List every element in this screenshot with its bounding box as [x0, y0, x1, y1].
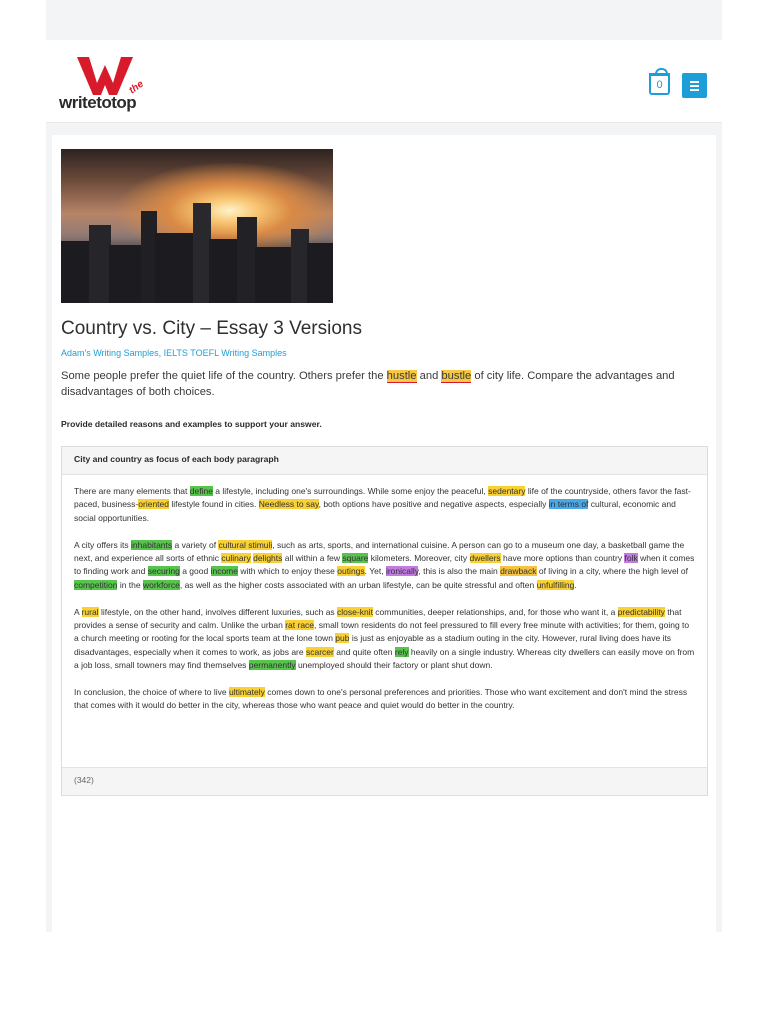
vocab-highlight: securing [147, 566, 180, 577]
vocab-highlight: Needless to say [258, 499, 319, 510]
article [52, 135, 716, 932]
vocab-highlight: close-knit [337, 606, 373, 617]
vocab-highlight: square [342, 553, 369, 564]
vocab-highlight: dwellers [469, 553, 501, 564]
vocab-highlight: pub [335, 633, 350, 644]
site-logo[interactable] [59, 55, 155, 115]
logo-the: the [127, 78, 146, 97]
vocab-highlight: culinary [221, 553, 251, 564]
page-title: Country vs. City – Essay 3 Versions [61, 318, 362, 339]
vocab-highlight: rat race [285, 620, 315, 631]
site-header [46, 40, 722, 123]
highlight-hustle: hustle [386, 370, 417, 382]
vocab-highlight: scarcer [305, 646, 334, 657]
vocab-highlight: ultimately [228, 687, 265, 698]
essay-prompt: Some people prefer the quiet life of the country. Others prefer the hustle and bustle of city life. Compare the advantages and disadvantages of both choices. [61, 370, 675, 398]
essay-heading: City and country as focus of each body paragraph [62, 447, 707, 475]
vocab-highlight: predictability [617, 606, 665, 617]
cart-count: 0 [656, 79, 663, 91]
vocab-highlight: permanently [248, 660, 296, 671]
post-categories[interactable]: Adam's Writing Samples, IELTS TOEFL Writing Samples [61, 348, 287, 358]
essay-paragraph: A city offers its inhabitants a variety of cultural stimuli, such as arts, sports, and international cuisine. A person can go to a museum one day, a basketball game the next, and experience all sorts of ethnic culinary delights all within a few square kilometers. Moreover, city dwellers have more options than country folk when it comes to finding work and securing a good income with which to enjoy these outings. Yet, ironically, this is also the main drawback of living in a city, where the high level of competition in the workforce, as well as the higher costs associated with an urban lifestyle, can be quite stressful and often unfulfilling. [74, 539, 695, 590]
vocab-highlight: cultural stimuli [218, 539, 273, 550]
essay-paragraph: In conclusion, the choice of where to live ultimately comes down to one's personal preferences and priorities. Those who want excitement and don't mind the stress that comes with it would do better in the city, whereas those who want peace and quiet would do better in the country. [74, 687, 688, 711]
word-count: (342) [62, 767, 707, 795]
vocab-highlight: income [210, 566, 238, 577]
featured-image [61, 149, 333, 303]
instruction-text: Provide detailed reasons and examples to support your answer. [61, 419, 322, 429]
vocab-highlight: in terms of [548, 499, 589, 510]
essay-paragraph: A rural lifestyle, on the other hand, involves different luxuries, such as close-knit communities, deeper relationships, and, for those who want it, a predictability that provides a sense of security and calm. Unlike the urban rat race, small town residents do not feel pressured to fill every free minute with activities; for them, going to a church meeting or rooting for the local sports team at the lone town pub is just as enjoyable as a stadium outing in the city. However, rural living does have its disadvantages, especially when it comes to work, as jobs are scarcer and quite often rely heavily on a single industry. Whereas city dwellers can easily move on from a job loss, small towners may find themselves permanently unemployed should their factory or plant shut down. [74, 606, 695, 671]
vocab-highlight: define [189, 486, 213, 496]
vocab-highlight: rural [81, 606, 99, 617]
vocab-highlight: sedentary [488, 486, 526, 496]
vocab-highlight: rely [394, 646, 409, 657]
logo-wordmark: writetotop [59, 93, 137, 112]
vocab-highlight: outings [337, 566, 365, 577]
essay-box [61, 446, 708, 796]
vocab-highlight: drawback [500, 566, 537, 577]
cart-button[interactable] [649, 73, 670, 95]
vocab-highlight: folk [624, 553, 638, 564]
vocab-highlight: workforce [143, 579, 180, 590]
vocab-highlight: unfulfilling [536, 579, 575, 590]
vocab-highlight: competition [74, 579, 118, 590]
essay-paragraph: There are many elements that define a lifestyle, including one's surroundings. While some enjoy the peaceful, sedentary life of the countryside, others favor the fast-paced, business-oriented lifestyle found in cities. Needless to say, both options have positive and negative aspects, especially in terms of cultural, economic and social opportunities. [74, 486, 691, 523]
vocab-highlight: ironically [385, 566, 419, 577]
menu-button[interactable] [682, 73, 707, 98]
vocab-highlight: oriented [138, 499, 169, 510]
vocab-highlight: inhabitants [131, 539, 173, 550]
vocab-highlight: delights [253, 553, 283, 564]
highlight-bustle: bustle [441, 370, 472, 382]
